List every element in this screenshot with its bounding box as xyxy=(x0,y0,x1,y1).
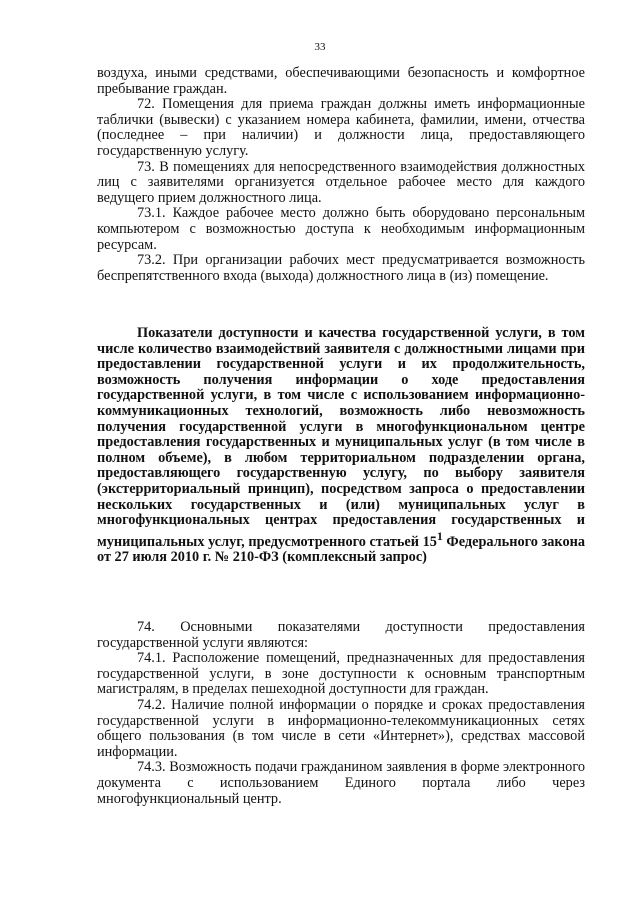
paragraph-73: 73. В помещениях для непосредственного взаимодействия должностных лиц с заявителями организуется отдельное рабочее место для каждого ведущего прием должностного лица. xyxy=(97,158,585,206)
heading-text-main: Показатели доступности и качества государственной услуги, в том числе количество взаимодействий заявителя с должностными лицами при предоставлении государственной услуги и их продолжительность, возможность получения информации о ходе предоставления государственной услуги, в том числе с использованием информационно-коммуникационных технологий, возможность либо невозможность получения государственной услуги в многофункциональном центре предоставления государственных и муниципальных услуг (в том числе в полном объеме), в любом территориальном подразделении органа, предоставляющего государственную услугу, по выбору заявителя (экстерриториальный принцип), посредством запроса о предоставлении нескольких государственных и (или) муниципальных услуг в многофункциональных центрах предоставления государственных и муниципальных услуг, предусмотренного статьей 15 xyxy=(97,325,585,550)
paragraph-74-1: 74.1. Расположение помещений, предназначенных для предоставления государственной услуги, в зоне доступности к основным транспортным магистралям, в пределах пешеходной доступности для граждан. xyxy=(97,650,585,698)
heading-superscript: 1 xyxy=(436,528,443,543)
section-heading-text xyxy=(97,326,585,566)
paragraph-72: 72. Помещения для приема граждан должны иметь информационные таблички (вывески) с указанием номера кабинета, фамилии, имени, отчества (последнее – при наличии) и должности лица, предоставляющего государственную услугу. xyxy=(97,96,585,159)
paragraph-74-3: 74.3. Возможность подачи гражданином заявления в форме электронного документа с использованием Единого портала либо через многофункциональный центр. xyxy=(97,759,585,807)
page-number: 33 xyxy=(314,41,326,53)
paragraph-74: 74. Основными показателями доступности предоставления государственной услуги являются: xyxy=(97,619,585,651)
section-accessibility-indicators xyxy=(97,620,585,807)
heading-text-end: Федерального закона от 27 июля 2010 г. № 210-ФЗ (комплексный запрос) xyxy=(97,533,585,566)
paragraph-73-2: 73.2. При организации рабочих мест предусматривается возможность беспрепятственного входа (выхода) должностного лица в (из) помещение. xyxy=(97,252,585,284)
section-heading xyxy=(97,326,585,566)
paragraph-continuation: воздуха, иными средствами, обеспечивающими безопасность и комфортное пребывание граждан. xyxy=(97,65,585,97)
section-premises-requirements xyxy=(97,66,585,284)
paragraph-74-2: 74.2. Наличие полной информации о порядке и сроках предоставления государственной услуги в информационно-телекоммуникационных сетях общего пользования (в том числе в сети «Интернет»), средствах массовой информации. xyxy=(97,696,585,760)
paragraph-73-1: 73.1. Каждое рабочее место должно быть оборудовано персональным компьютером с возможностью доступа к необходимым информационным ресурсам. xyxy=(97,205,585,253)
